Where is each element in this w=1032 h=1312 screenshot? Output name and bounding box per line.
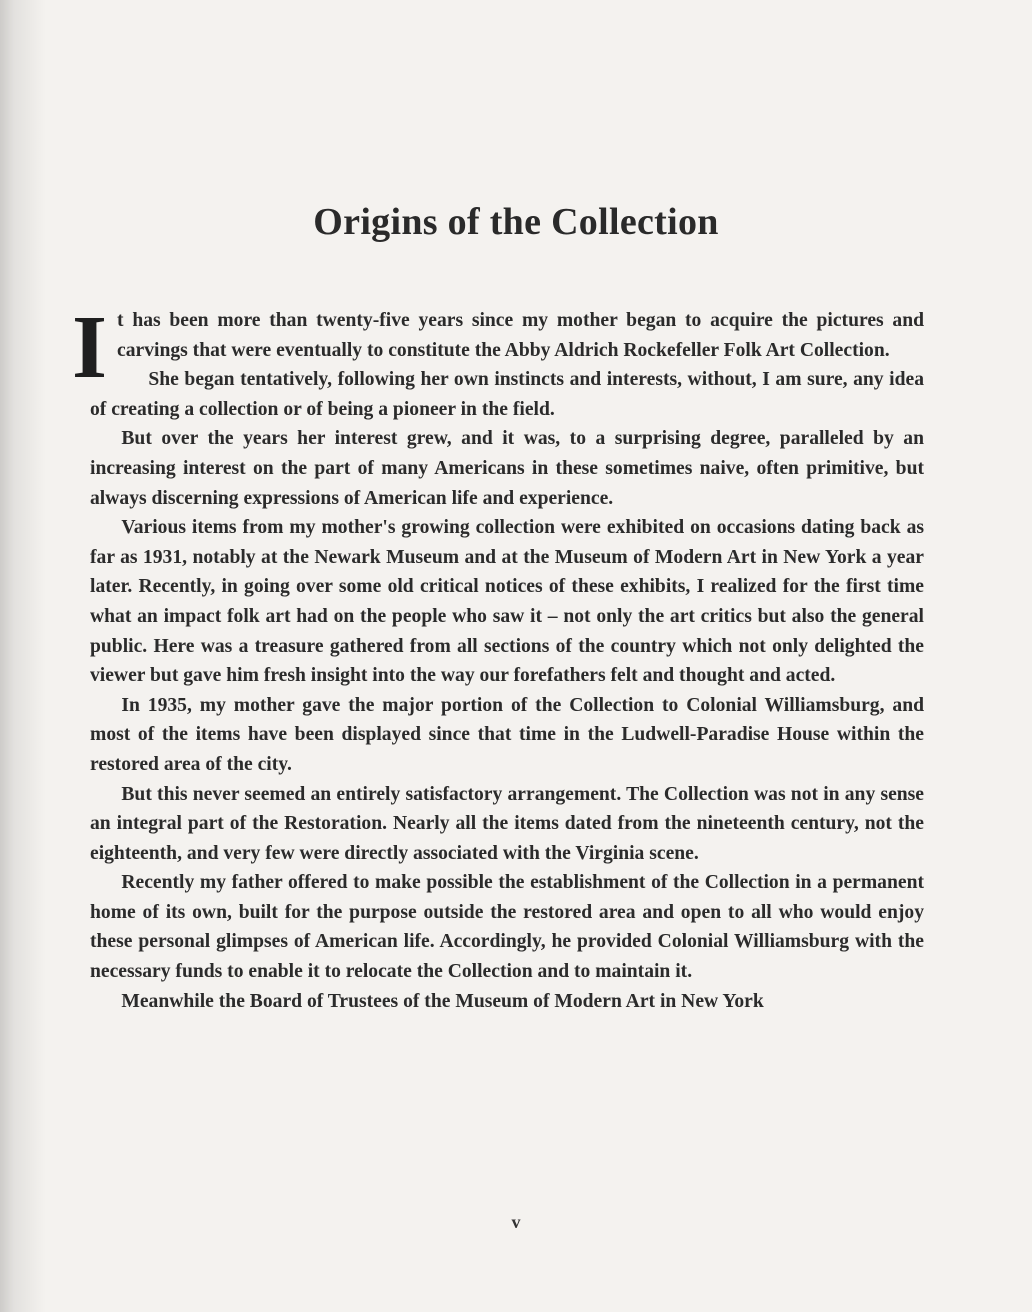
paragraph-3: But over the years her interest grew, and it was, to a surprising degree, paralleled by an increasing interest on the part of many Americans in these sometimes naive, often primitive, but always discerning expressions of American life and experience.: [90, 428, 924, 509]
paragraph-8: Meanwhile the Board of Trustees of the Museum of Modern Art in New York: [121, 990, 764, 1012]
paragraph-7: Recently my father offered to make possible the establishment of the Collection in a permanent home of its own, built for the purpose outside the restored area and open to all who would enjoy these personal glimpses of American life. Accordingly, he provided Colonial Williamsburg with the necessary funds to enable it to relocate the Collection and to maintain it.: [90, 872, 924, 983]
paragraph-6: But this never seemed an entirely satisfactory arrangement. The Collection was not in any sense an integral part of the Restoration. Nearly all the items dated from the nineteenth century, not the eighteenth, and very few were directly associated with the Virginia scene.: [90, 783, 924, 864]
paragraph-4: Various items from my mother's growing collection were exhibited on occasions dating back as far as 1931, notably at the Newark Museum and at the Museum of Modern Art in New York a year later. Recently, in going over some old critical notices of these exhibits, I realized for the first time what an impact folk art had on the people who saw it – not only the art critics but also the general public. Here was a treasure gathered from all sections of the country which not only delighted the viewer but gave him fresh insight into the way our forefathers felt and thought and acted.: [90, 517, 924, 687]
page-number: v: [511, 1212, 521, 1232]
drop-cap: I: [72, 298, 108, 397]
paragraph-5: In 1935, my mother gave the major portion of the Collection to Colonial Williamsburg, and most of the items have been displayed since that time in the Ludwell-Paradise House within the restored area of the city.: [90, 694, 924, 775]
paragraph-2: She began tentatively, following her own instincts and interests, without, I am sure, any idea of creating a collection or of being a pioneer in the field.: [90, 369, 924, 420]
page-title: Origins of the Collection: [313, 201, 719, 243]
body-text: [72, 298, 924, 1016]
paragraph-1-text: t has been more than twenty-five years since my mother began to acquire the pictures and carvings that were eventually to constitute the Abby Aldrich Rockefeller Folk Art Collection.: [117, 310, 924, 361]
